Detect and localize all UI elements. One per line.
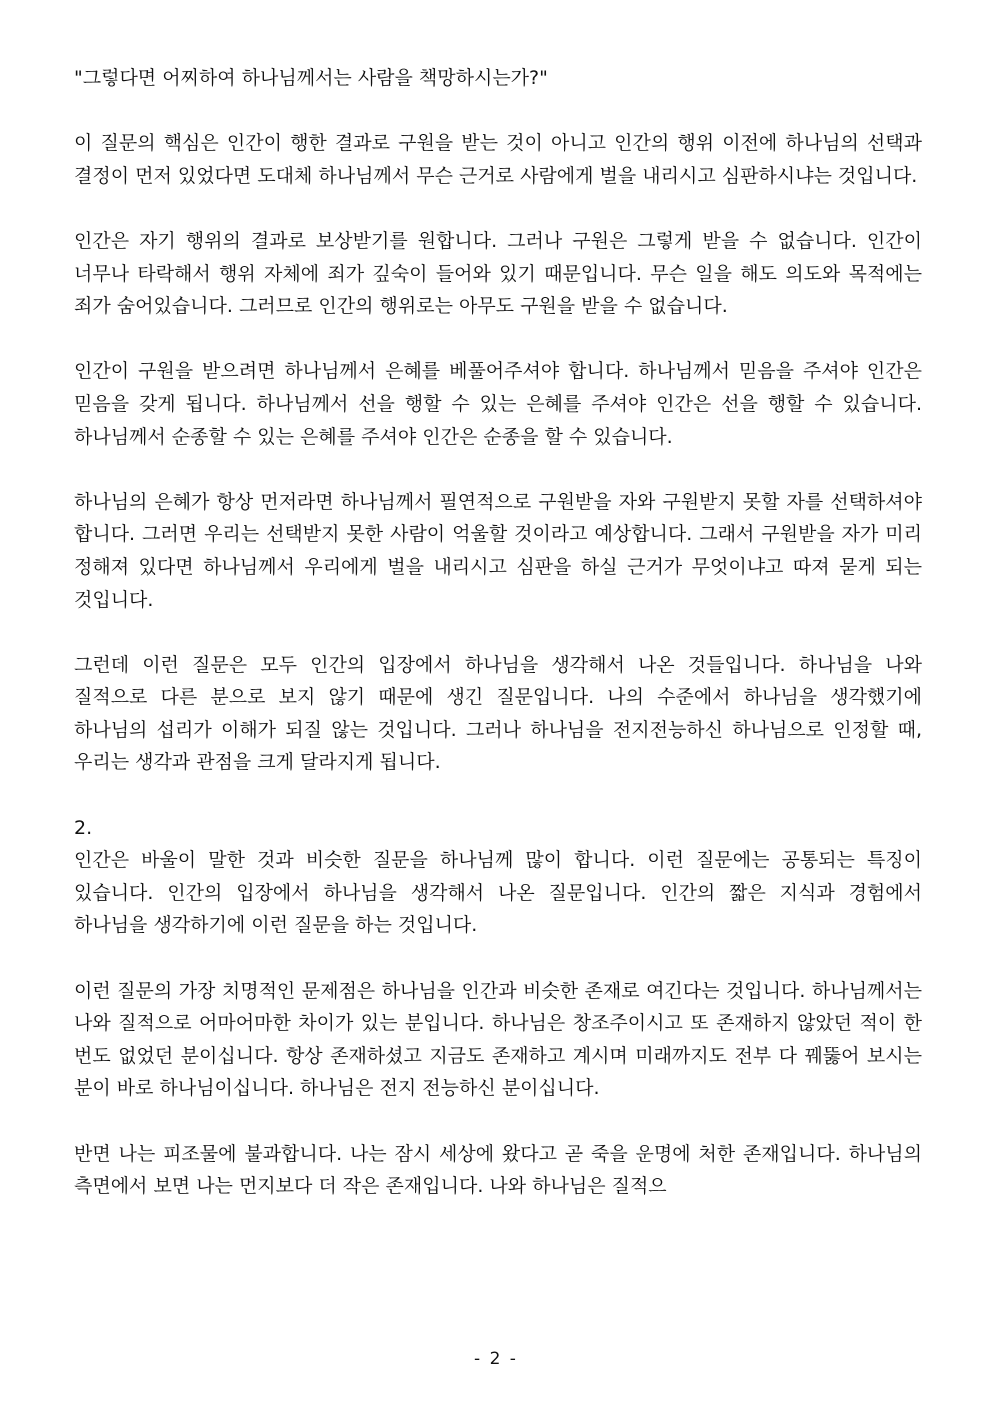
section-number: 2. (74, 816, 93, 839)
paragraph: 인간은 자기 행위의 결과로 보상받기를 원합니다. 그러나 구원은 그렇게 받을 수 없습니다. 인간이 너무나 타락해서 행위 자체에 죄가 깊숙이 들어와 있기 때문입니다. 무슨 일을 해도 의도와 목적에는 죄가 숨어있습니다. 그러므로 인간의 행위로는 아무도 구원을 받을 수 없습니다. (74, 229, 922, 318)
page-number: - 2 - (474, 1349, 518, 1369)
paragraph: 반면 나는 피조물에 불과합니다. 나는 잠시 세상에 왔다고 곧 죽을 운명에 처한 존재입니다. 하나님의 측면에서 보면 나는 먼지보다 더 작은 존재입니다. 나와 하나님은 질적으 (74, 1142, 922, 1198)
paragraph: 인간이 구원을 받으려면 하나님께서 은혜를 베풀어주셔야 합니다. 하나님께서 믿음을 주셔야 인간은 믿음을 갖게 됩니다. 하나님께서 선을 행할 수 있는 은혜를 주셔야 인간은 선을 행할 수 있습니다. 하나님께서 순종할 수 있는 은혜를 주셔야 인간은 순종을 할 수 있습니다. (74, 360, 922, 448)
paragraph: 이 질문의 핵심은 인간이 행한 결과로 구원을 받는 것이 아니고 인간의 행위 이전에 하나님의 선택과 결정이 먼저 있었다면 도대체 하나님께서 무슨 근거로 사람에게 벌을 내리시고 심판하시냐는 것입니다. (74, 132, 922, 187)
paragraph: 하나님의 은혜가 항상 먼저라면 하나님께서 필연적으로 구원받을 자와 구원받지 못할 자를 선택하셔야 합니다. 그러면 우리는 선택받지 못한 사람이 억울할 것이라고 예상합니다. 그래서 구원받을 자가 미리 정해져 있다면 하나님께서 우리에게 벌을 내리시고 심판을 하실 근거가 무엇이냐고 따져 묻게 되는 것입니다. (74, 490, 922, 611)
paragraph: 이런 질문의 가장 치명적인 문제점은 하나님을 인간과 비슷한 존재로 여긴다는 것입니다. 하나님께서는 나와 질적으로 어마어마한 차이가 있는 분입니다. 하나님은 창조주이시고 또 존재하지 않았던 적이 한 번도 없었던 분이십니다. 항상 존재하셨고 지금도 존재하고 계시며 미래까지도 전부 다 꿰뚫어 보시는 분이 바로 하나님이십니다. 하나님은 전지 전능하신 분이십니다. (74, 979, 922, 1100)
paragraph: 그런데 이런 질문은 모두 인간의 입장에서 하나님을 생각해서 나온 것들입니다. 하나님을 나와 질적으로 다른 분으로 보지 않기 때문에 생긴 질문입니다. 나의 수준에서 하나님을 생각했기에 하나님의 섭리가 이해가 되질 않는 것입니다. 그러나 하나님을 전지전능하신 하나님으로 인정할 때, 우리는 생각과 관점을 크게 달라지게 됩니다. (74, 653, 922, 774)
opening-quote: "그렇다면 어찌하여 하나님께서는 사람을 책망하시는가?" (74, 67, 548, 89)
paragraph: 인간은 바울이 말한 것과 비슷한 질문을 하나님께 많이 합니다. 이런 질문에는 공통되는 특징이 있습니다. 인간의 입장에서 하나님을 생각해서 나온 질문입니다. 인간의 짧은 지식과 경험에서 하나님을 생각하기에 이런 질문을 하는 것입니다. (74, 849, 922, 937)
document-body (74, 62, 922, 1235)
